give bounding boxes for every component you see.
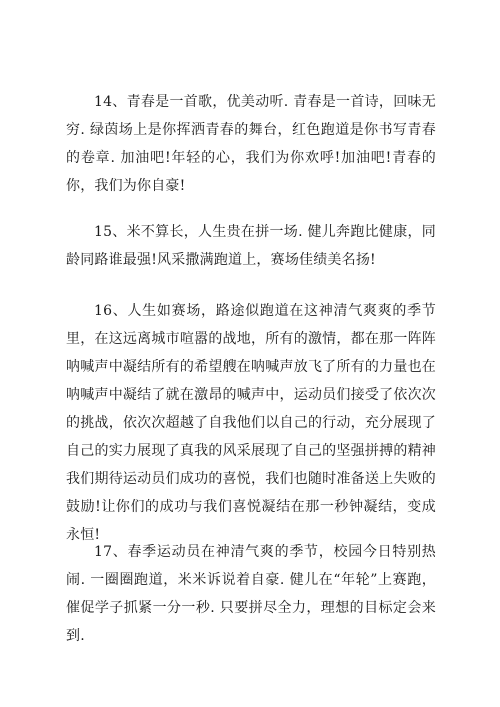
- paragraph-14: 14、青春是一首歌，优美动听. 青春是一首诗，回味无穷. 绿茵场上是你挥洒青春的舞台，红色跑道是你书写青春的卷章. 加油吧!年轻的心，我们为你欢呼!加油吧!青春的你，我们为你自豪!: [66, 94, 436, 194]
- paragraph-15: 15、米不算长，人生贵在拼一场. 健儿奔跑比健康，同龄同路谁最强!风采撒满跑道上，赛场佳绩美名扬!: [66, 224, 436, 268]
- paragraph-16: 16、人生如赛场，路途似跑道在这神清气爽爽的季节里，在这远离城市喧嚣的战地，所有的激情，都在那一阵阵呐喊声中凝结所有的希望艘在呐喊声放飞了所有的力量也在呐喊声中凝结了就在激昂的喊声中，运动员们接受了依次次的挑战，依次次超越了自我他们以自己的行动，充分展现了自己的实力展现了真我的风采展现了自己的坚强拼搏的精神我们期待运动员们成功的喜悦，我们也随时准备送上失败的鼓励!让你们的成功与我们喜悦凝结在那一秒钟凝结，变成永恒!: [66, 303, 436, 543]
- paragraph-17: 17、春季运动员在神清气爽的季节，校园今日特别热闹. 一圈圈跑道，米米诉说着自豪. 健儿在“年轮”上赛跑，催促学子抓紧一分一秒. 只要拼尽全力，理想的目标定会来到.: [66, 544, 436, 644]
